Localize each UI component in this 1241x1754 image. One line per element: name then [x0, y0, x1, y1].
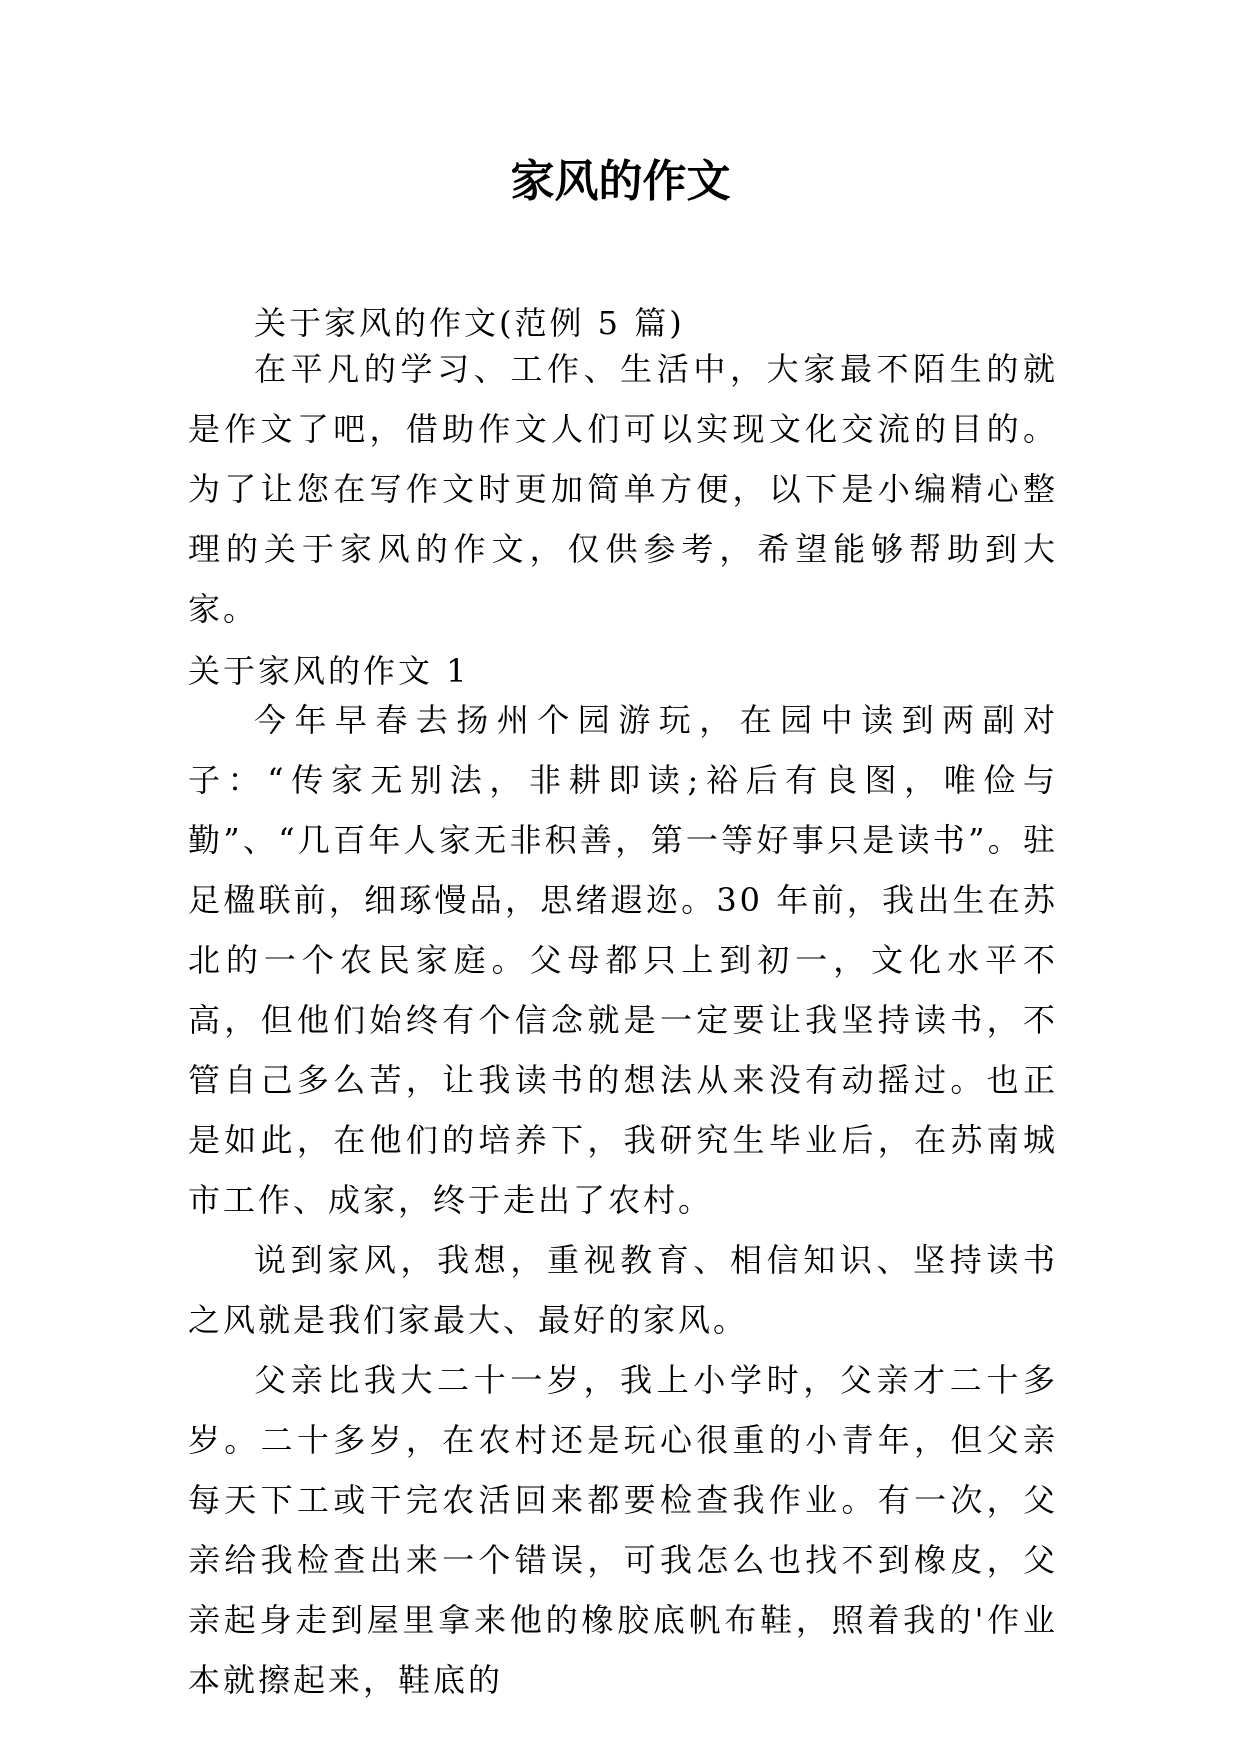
intro-paragraph: 在平凡的学习、工作、生活中，大家最不陌生的就是作文了吧，借助作文人们可以实现文化交流的目的。为了让您在写作文时更加简单方便，以下是小编精心整理的关于家风的作文，仅供参考，希望能够帮助到大家。 — [188, 350, 1058, 628]
document-title: 家风的作文 — [510, 156, 731, 207]
section-heading: 关于家风的作文 1 — [188, 652, 470, 690]
essay-paragraph: 今年早春去扬州个园游玩，在园中读到两副对子：“传家无别法，非耕即读;裕后有良图，唯俭与勤”、“几百年人家无非积善，第一等好事只是读书”。驻足楹联前，细琢慢品，思绪遐迩。30 年前，我出生在苏北的一个农民家庭。父母都只上到初一，文化水平不高，但他们始终有个信念就是一定要让我坚持读书，不管自己多么苦，让我读书的想法从来没有动摇过。也正是如此，在他们的培养下，我研究生毕业后，在苏南城市工作、成家，终于走出了农村。 — [188, 701, 1058, 1219]
essay-paragraph: 父亲比我大二十一岁，我上小学时，父亲才二十多岁。二十多岁，在农村还是玩心很重的小青年，但父亲每天下工或干完农活回来都要检查我作业。有一次，父亲给我检查出来一个错误，可我怎么也找不到橡皮，父亲起身走到屋里拿来他的橡胶底帆布鞋，照着我的'作业本就擦起来，鞋底的 — [188, 1361, 1058, 1699]
subtitle-text: 关于家风的作文(范例 5 篇) — [254, 304, 685, 342]
essay-paragraph: 说到家风，我想，重视教育、相信知识、坚持读书之风就是我们家最大、最好的家风。 — [188, 1241, 1058, 1339]
intro-block — [188, 339, 1058, 639]
essay-body — [188, 690, 1058, 1710]
